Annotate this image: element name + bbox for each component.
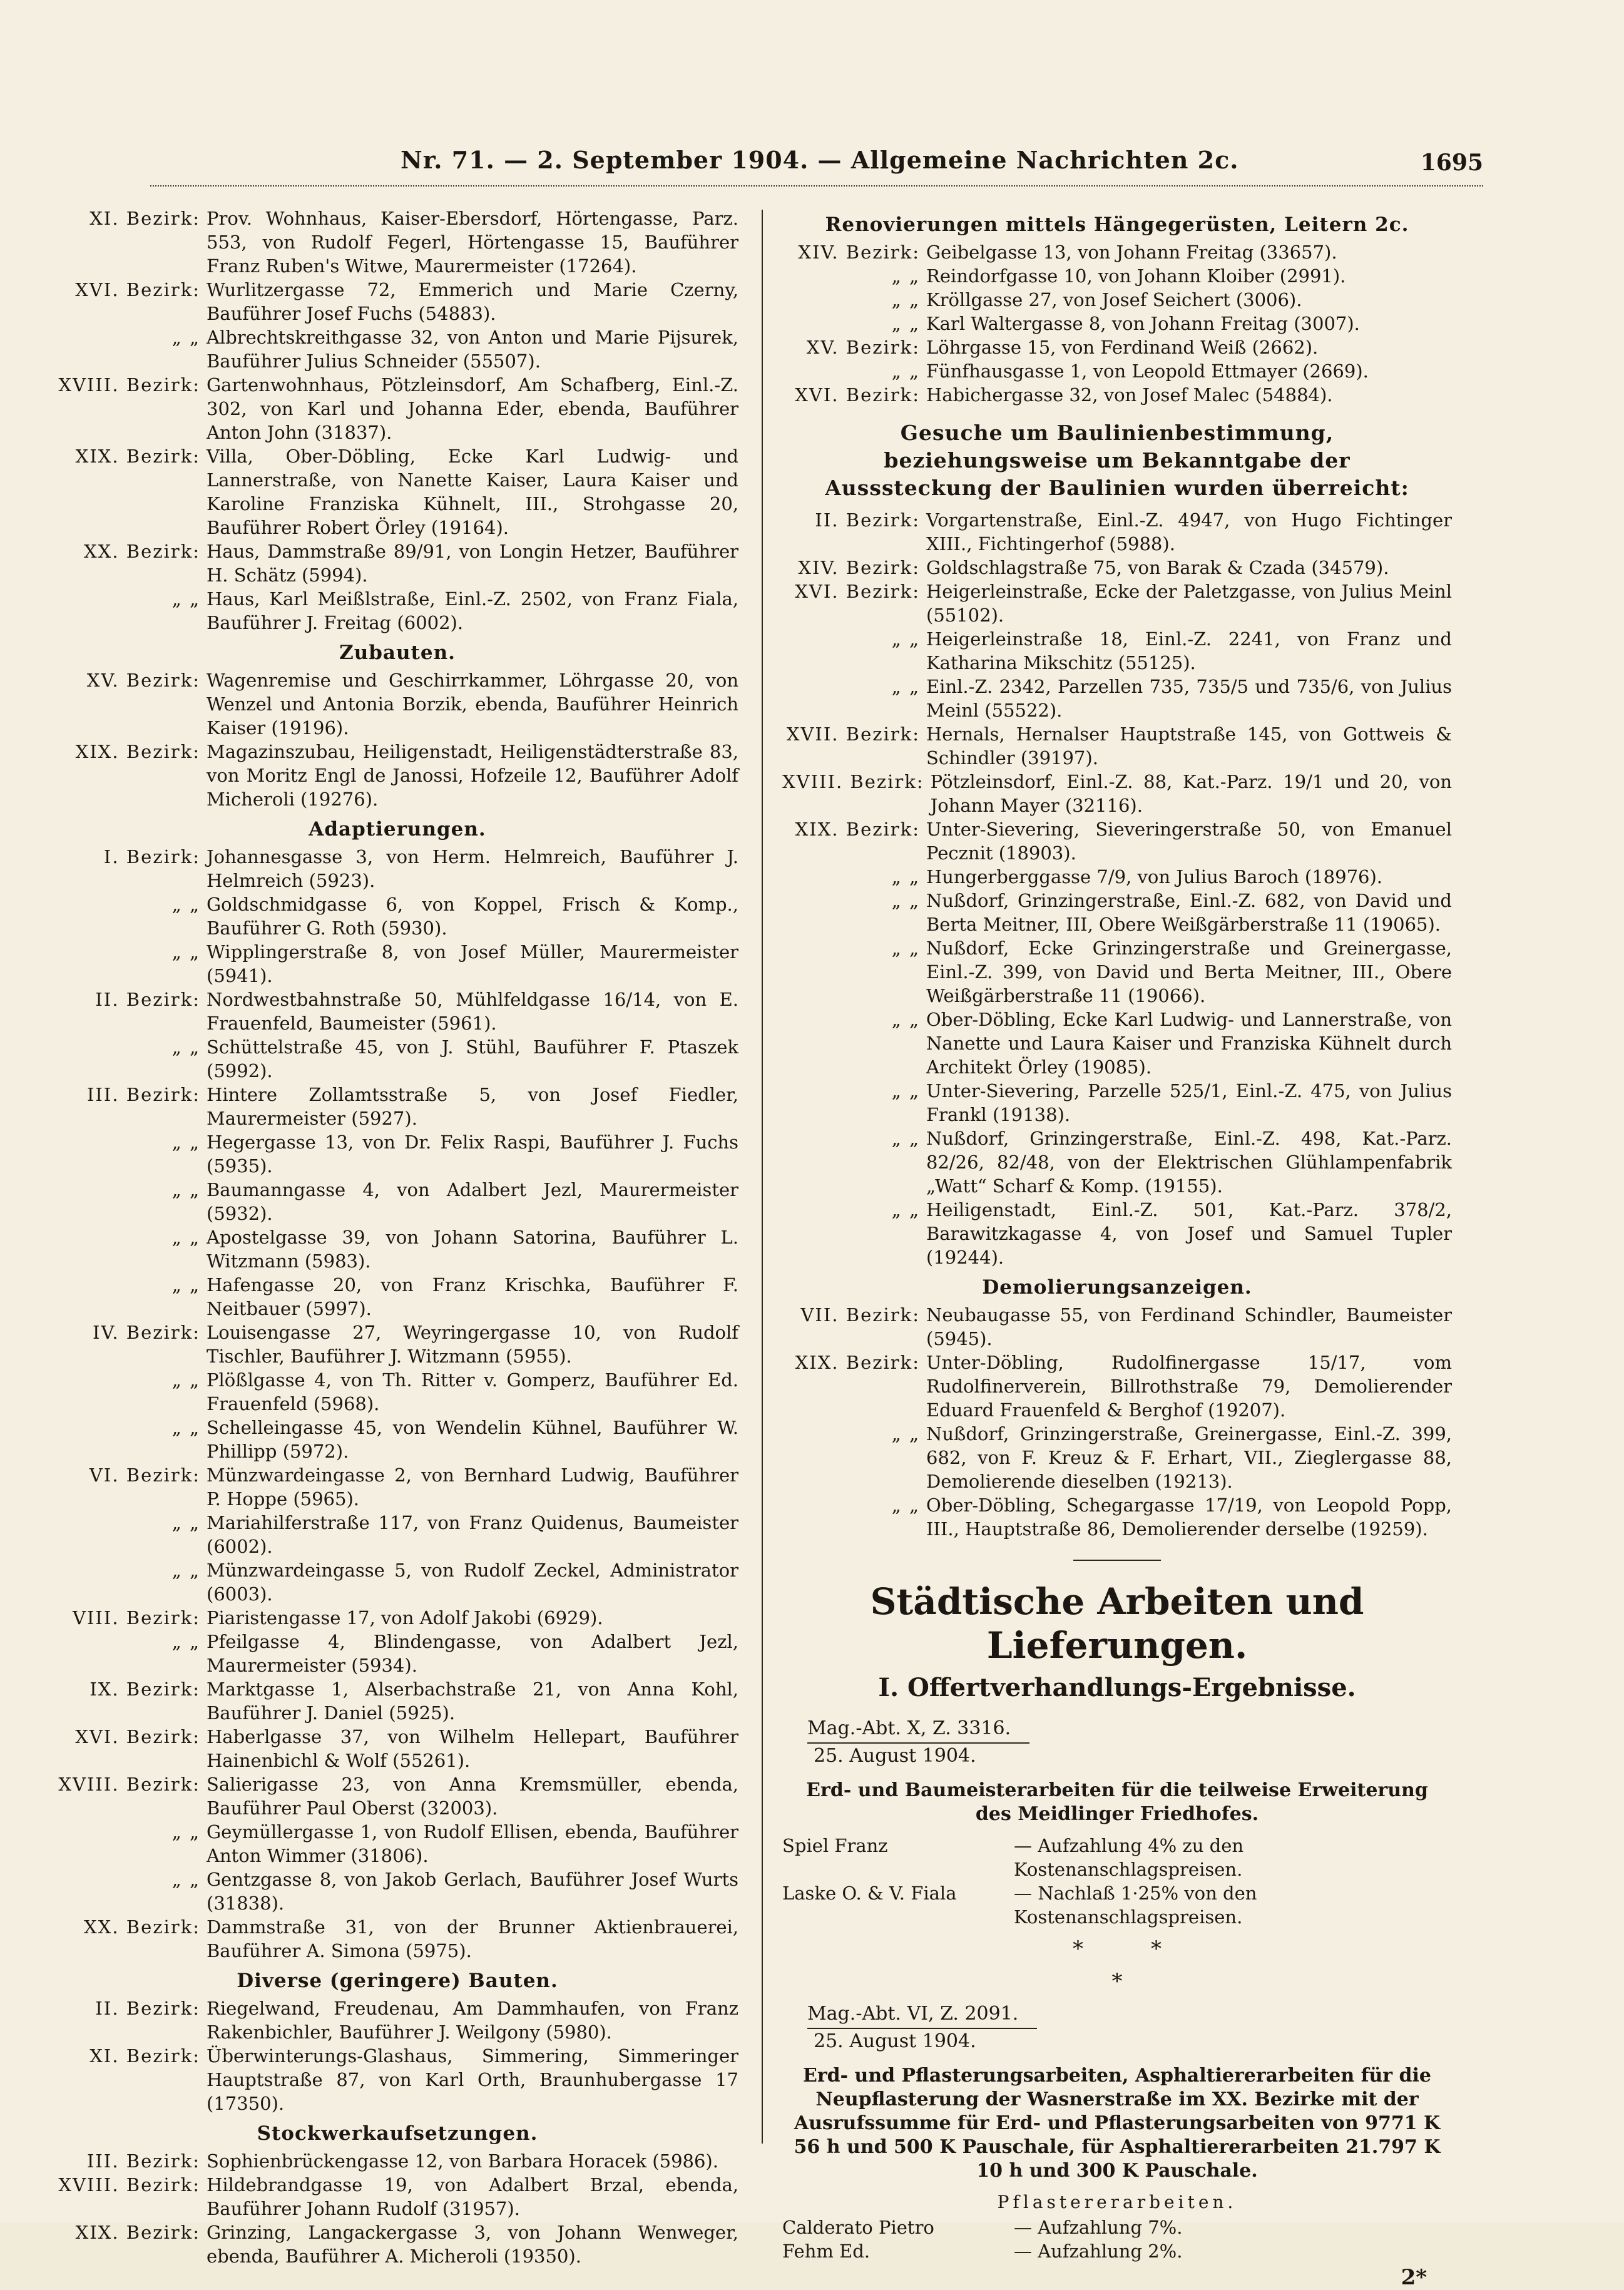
district-label: „ „	[171, 1869, 200, 1890]
left-column	[56, 207, 738, 2268]
list-item	[782, 1493, 1452, 1541]
district-label: „ „	[891, 866, 920, 887]
list-item	[56, 1511, 738, 1558]
district-label: „ „	[891, 1495, 920, 1516]
section-title-renovierungen: Renovierungen mittels Hängegerüsten, Leitern 2c.	[825, 213, 1409, 236]
district-label: IV. Bezirk:	[93, 1322, 200, 1343]
offert-heading: I. Offertverhandlungs-Ergebnisse.	[878, 1673, 1356, 1702]
list-item	[782, 1127, 1452, 1198]
tender-category: Pflastererarbeiten.	[997, 2192, 1237, 2212]
district-label: „ „	[891, 890, 920, 911]
bid-row	[782, 2239, 1452, 2263]
bid-value: — Aufzahlung 7%.	[1014, 2217, 1183, 2238]
list-item	[782, 1422, 1452, 1493]
list-item	[56, 892, 738, 940]
district-label: XVII. Bezirk:	[786, 723, 920, 745]
district-label: „ „	[891, 1009, 920, 1030]
district-label: „ „	[171, 1560, 200, 1581]
list-item	[56, 444, 738, 539]
list-item	[56, 1130, 738, 1178]
district-label: „ „	[171, 1274, 200, 1296]
entry-text: Überwinterungs-Glashaus, Simmering, Simmeringer Hauptstraße 87, von Karl Orth, Braunhubergasse 17 (17350).	[207, 2045, 738, 2114]
district-label: III. Bezirk:	[86, 1084, 200, 1105]
entry-text: Unter-Sievering, Sieveringerstraße 50, von Emanuel Pecznit (18903).	[926, 819, 1452, 864]
list-item	[56, 1178, 738, 1225]
list-item	[56, 1996, 738, 2044]
list-item	[56, 587, 738, 635]
list-item	[782, 1198, 1452, 1269]
bidder-name: Spiel Franz	[782, 1835, 888, 1856]
list-item	[56, 1083, 738, 1130]
entry-text: Marktgasse 1, Alserbachstraße 21, von Anna Kohl, Bauführer J. Daniel (5925).	[207, 1679, 738, 1724]
district-label: XVIII. Bezirk:	[58, 2174, 200, 2195]
entry-text: Karl Waltergasse 8, von Johann Freitag (3007).	[926, 313, 1360, 334]
district-label: II. Bezirk:	[95, 1998, 200, 2019]
entry-text: Habichergasse 32, von Josef Malec (54884).	[926, 384, 1333, 406]
entry-text: Heigerleinstraße, Ecke der Paletzgasse, von Julius Meinl (55102).	[926, 581, 1452, 626]
district-label: XVI. Bezirk:	[795, 384, 920, 406]
list-item	[782, 1303, 1452, 1351]
entry-text: Reindorfgasse 10, von Johann Kloiber (2991).	[926, 265, 1346, 287]
list-item	[782, 383, 1452, 407]
entry-text: Hernals, Hernalser Hauptstraße 145, von Gottweis & Schindler (39197).	[926, 723, 1452, 769]
staedtische-heading: Städtische Arbeiten und Lieferungen.	[870, 1580, 1364, 1667]
district-label: „ „	[171, 588, 200, 610]
list-item	[782, 627, 1452, 675]
list-item	[56, 1772, 738, 1820]
entry-text: Haus, Dammstraße 89/91, von Longin Hetzer, Bauführer H. Schätz (5994).	[207, 541, 738, 586]
district-label: XIX. Bezirk:	[795, 819, 920, 840]
entry-text: Piaristengasse 17, von Adolf Jakobi (6929).	[207, 1607, 603, 1628]
entry-text: Hildebrandgasse 19, von Adalbert Brzal, ebenda, Bauführer Johann Rudolf (31957).	[207, 2174, 738, 2219]
list-item	[56, 1915, 738, 1963]
list-item	[782, 312, 1452, 335]
list-item	[56, 1820, 738, 1868]
tender-block-1	[782, 1716, 1452, 1929]
entries-demolierung	[782, 1303, 1452, 1541]
tender-date: 25. August 1904.	[814, 1745, 976, 1767]
list-item	[782, 817, 1452, 865]
list-item	[56, 1416, 738, 1463]
district-label: I. Bezirk:	[103, 846, 200, 867]
list-item	[782, 770, 1452, 817]
entries-renovierungen	[782, 240, 1452, 407]
list-item	[782, 936, 1452, 1008]
entry-text: Apostelgasse 39, von Johann Satorina, Bauführer L. Witzmann (5983).	[207, 1227, 738, 1272]
district-label: „ „	[171, 941, 200, 963]
district-label: II. Bezirk:	[95, 989, 200, 1010]
entries-zubauten	[56, 668, 738, 811]
entry-text: Schüttelstraße 45, von J. Stühl, Bauführer F. Ptaszek (5992).	[207, 1036, 738, 1081]
entry-text: Dammstraße 31, von der Brunner Aktienbrauerei, Bauführer A. Simona (5975).	[207, 1916, 738, 1961]
entry-text: Pötzleinsdorf, Einl.-Z. 88, Kat.-Parz. 19/1 und 20, von Johann Mayer (32116).	[930, 771, 1452, 816]
district-label: XIX. Bezirk:	[75, 446, 200, 467]
entry-text: Geibelgasse 13, von Johann Freitag (33657).	[926, 242, 1337, 263]
entry-text: Goldschlagstraße 75, von Barak & Czada (34579).	[926, 557, 1389, 578]
bidder-name: Laske O. & V. Fiala	[782, 1883, 957, 1904]
list-item	[56, 1321, 738, 1368]
entry-text: Nußdorf, Ecke Grinzingerstraße und Greinergasse, Einl.-Z. 399, von David und Berta Meitner, III., Obere Weißgärberstraße 11 (19066).	[926, 938, 1452, 1006]
entry-text: Neubaugasse 55, von Ferdinand Schindler, Baumeister (5945).	[926, 1304, 1452, 1349]
entry-text: Nußdorf, Grinzingerstraße, Einl.-Z. 682, von David und Berta Meitner, III, Obere Weißgärberstraße 11 (19065).	[926, 890, 1452, 935]
district-label: XIX. Bezirk:	[75, 2222, 200, 2243]
list-item	[56, 2044, 738, 2115]
district-label: „ „	[891, 289, 920, 310]
district-label: „ „	[171, 1227, 200, 1248]
district-label: XIX. Bezirk:	[75, 741, 200, 762]
list-item	[56, 1368, 738, 1416]
district-label: „ „	[891, 1128, 920, 1149]
entry-text: Johannesgasse 3, von Herm. Helmreich, Bauführer J. Helmreich (5923).	[207, 846, 738, 891]
header-title: Nr. 71. — 2. September 1904. — Allgemeine Nachrichten 2c.	[401, 146, 1239, 174]
section-title-gesuche: Gesuche um Baulinienbestimmung, beziehungsweise um Bekanntgabe der Ausssteckung der Baulinien wurden überreicht:	[825, 421, 1409, 500]
list-item	[56, 373, 738, 444]
entry-text: Hintere Zollamtsstraße 5, von Josef Fiedler, Maurermeister (5927).	[207, 1084, 738, 1129]
entry-text: Albrechtskreithgasse 32, von Anton und Marie Pijsurek, Bauführer Julius Schneider (55507).	[207, 327, 738, 372]
list-item	[56, 940, 738, 988]
entry-text: Goldschmidgasse 6, von Koppel, Frisch & Komp., Bauführer G. Roth (5930).	[207, 894, 738, 939]
district-label: „ „	[891, 265, 920, 287]
tender-ref: Mag.-Abt. VI, Z. 2091.	[807, 2001, 1037, 2029]
right-column	[782, 207, 1452, 2289]
list-item	[56, 1225, 738, 1273]
district-label: „ „	[891, 938, 920, 959]
list-item	[56, 1606, 738, 1630]
entry-text: Sophienbrückengasse 12, von Barbara Horacek (5986).	[207, 2150, 718, 2172]
entries-adaptierungen	[56, 845, 738, 1963]
tender-job: Erd- und Pflasterungsarbeiten, Asphaltiererarbeiten für die Neupflasterung der Wasnerstraße im XX. Bezirke mit der Ausrufssumme für Erd- und Pflasterungsarbeiten von 9771 K 56 h und 500 K Pauschale, für Asphaltiererarbeiten 21.797 K 10 h und 300 K Pauschale.	[794, 2065, 1441, 2182]
section-title-zubauten: Zubauten.	[339, 642, 456, 664]
section-rule	[1073, 1560, 1161, 1561]
entry-text: Prov. Wohnhaus, Kaiser-Ebersdorf, Hörtengasse, Parz. 553, von Rudolf Fegerl, Hörtengasse 15, Bauführer Franz Ruben's Witwe, Maurermeister (17264).	[207, 208, 738, 277]
list-item	[782, 264, 1452, 288]
list-item	[56, 740, 738, 811]
list-item	[56, 845, 738, 892]
entry-text: Heiligenstadt, Einl.-Z. 501, Kat.-Parz. 378/2, Barawitzkagasse 4, von Josef und Samuel Tupler (19244).	[926, 1199, 1452, 1268]
entry-text: Vorgartenstraße, Einl.-Z. 4947, von Hugo Fichtinger XIII., Fichtingerhof (5988).	[926, 509, 1452, 555]
entry-text: Kröllgasse 27, von Josef Seichert (3006).	[926, 289, 1302, 310]
entry-text: Nußdorf, Grinzingerstraße, Greinergasse, Einl.-Z. 399, 682, von F. Kreuz & F. Erhart, VII., Zieglergasse 88, Demolierende dieselben (19213).	[926, 1423, 1452, 1492]
tender-job: Erd- und Baumeisterarbeiten für die teilweise Erweiterung des Meidlinger Friedhofes.	[806, 1779, 1428, 1825]
header-rule	[150, 185, 1483, 187]
list-item	[56, 278, 738, 325]
list-item	[782, 1079, 1452, 1127]
district-label: XV. Bezirk:	[806, 337, 920, 358]
list-item	[56, 668, 738, 740]
district-label: XVI. Bezirk:	[75, 279, 200, 300]
entry-text: Fünfhausgasse 1, von Leopold Ettmayer (2669).	[926, 360, 1369, 382]
entry-text: Unter-Döbling, Rudolfinergasse 15/17, vom Rudolfinerverein, Billrothstraße 79, Demolierender Eduard Frauenfeld & Berghof (19207).	[926, 1352, 1452, 1421]
entry-text: Hegergasse 13, von Dr. Felix Raspi, Bauführer J. Fuchs (5935).	[207, 1132, 738, 1177]
district-label: „ „	[891, 1199, 920, 1220]
district-label: XVI. Bezirk:	[75, 1726, 200, 1747]
entry-text: Unter-Sievering, Parzelle 525/1, Einl.-Z. 475, von Julius Frankl (19138).	[926, 1080, 1452, 1125]
entry-text: Wagenremise und Geschirrkammer, Löhrgasse 20, von Wenzel und Antonia Borzik, ebenda, Bauführer Heinrich Kaiser (19196).	[207, 670, 738, 739]
entry-text: Magazinszubau, Heiligenstadt, Heiligenstädterstraße 83, von Moritz Engl de Janossi, Hofzeile 12, Bauführer Adolf Micheroli (19276).	[207, 741, 738, 810]
tender-bids	[782, 2216, 1452, 2263]
district-label: „ „	[891, 628, 920, 650]
entries-diverse	[56, 1996, 738, 2115]
list-item	[782, 722, 1452, 770]
list-item	[56, 1725, 738, 1772]
list-item	[56, 1558, 738, 1606]
list-item	[782, 889, 1452, 936]
district-label: VI. Bezirk:	[89, 1464, 200, 1486]
list-item	[782, 580, 1452, 627]
entry-text: Mariahilferstraße 117, von Franz Quidenus, Baumeister (6002).	[207, 1512, 738, 1557]
list-item	[782, 675, 1452, 722]
entry-text: Hafengasse 20, von Franz Krischka, Bauführer F. Neitbauer (5997).	[207, 1274, 738, 1319]
section-title-adaptierungen: Adaptierungen.	[309, 818, 486, 841]
district-label: „ „	[171, 1417, 200, 1438]
district-label: „ „	[891, 676, 920, 697]
district-label: XI. Bezirk:	[89, 2045, 200, 2067]
entries-stockwerk	[56, 2149, 738, 2268]
entry-text: Ober-Döbling, Schegargasse 17/19, von Leopold Popp, III., Hauptstraße 86, Demolierender derselbe (19259).	[926, 1495, 1452, 1540]
district-label: XI. Bezirk:	[89, 208, 200, 229]
section-title-diverse: Diverse (geringere) Bauten.	[237, 1970, 558, 1992]
district-label: XV. Bezirk:	[86, 670, 200, 691]
district-label: XIV. Bezirk:	[798, 557, 920, 578]
section-title-stockwerk: Stockwerkaufsetzungen.	[257, 2122, 538, 2145]
entry-text: Einl.-Z. 2342, Parzellen 735, 735/5 und 735/6, von Julius Meinl (55522).	[926, 676, 1452, 721]
district-label: „ „	[171, 327, 200, 348]
list-item	[782, 335, 1452, 359]
bid-value: — Nachlaß 1·25% von den Kostenanschlagspreisen.	[1014, 1883, 1257, 1928]
entry-text: Baumanngasse 4, von Adalbert Jezl, Maurermeister (5932).	[207, 1179, 738, 1224]
district-label: „ „	[171, 1132, 200, 1153]
list-item	[56, 207, 738, 278]
page-header	[150, 141, 1483, 185]
list-item	[56, 2149, 738, 2173]
tender-bids	[782, 1834, 1452, 1929]
entry-text: Haus, Karl Meißlstraße, Einl.-Z. 2502, von Franz Fiala, Bauführer J. Freitag (6002).	[207, 588, 738, 633]
bid-row	[782, 2216, 1452, 2239]
asterisks-bottom: *	[1111, 1969, 1123, 1994]
list-item	[56, 539, 738, 587]
bid-row	[782, 1834, 1452, 1881]
district-label: „ „	[891, 1080, 920, 1102]
district-label: „ „	[171, 1369, 200, 1391]
district-label: XVIII. Bezirk:	[58, 374, 200, 396]
list-item	[56, 325, 738, 373]
district-label: „ „	[891, 313, 920, 334]
entry-text: Münzwardeingasse 2, von Bernhard Ludwig, Bauführer P. Hoppe (5965).	[207, 1464, 738, 1510]
district-label: „ „	[891, 1423, 920, 1444]
entry-text: Salierigasse 23, von Anna Kremsmüller, ebenda, Bauführer Paul Oberst (32003).	[207, 1774, 738, 1819]
district-label: „ „	[171, 1036, 200, 1058]
entry-text: Grinzing, Langackergasse 3, von Johann Wenweger, ebenda, Bauführer A. Micheroli (19350).	[207, 2222, 738, 2267]
list-item	[56, 988, 738, 1035]
column-divider	[762, 210, 763, 2144]
bidder-name: Fehm Ed.	[782, 2241, 871, 2262]
district-label: VIII. Bezirk:	[73, 1607, 200, 1628]
signature-mark: 2*	[1401, 2265, 1427, 2290]
asterisks-top: * *	[1072, 1936, 1162, 1961]
entry-text: Haberlgasse 37, von Wilhelm Hellepart, Bauführer Hainenbichl & Wolf (55261).	[207, 1726, 738, 1771]
entry-text: Münzwardeingasse 5, von Rudolf Zeckel, Administrator (6003).	[207, 1560, 738, 1605]
district-label: „ „	[171, 894, 200, 915]
list-item	[56, 1868, 738, 1915]
entry-text: Pfeilgasse 4, Blindengasse, von Adalbert Jezl, Maurermeister (5934).	[207, 1631, 738, 1676]
district-label: III. Bezirk:	[86, 2150, 200, 2172]
entry-text: Louisengasse 27, Weyringergasse 10, von Rudolf Tischler, Bauführer J. Witzmann (5955).	[207, 1322, 738, 1367]
list-item	[782, 1008, 1452, 1079]
list-item	[56, 1035, 738, 1083]
entry-text: Riegelwand, Freudenau, Am Dammhaufen, von Franz Rakenbichler, Bauführer J. Weilgony (5980).	[207, 1998, 738, 2043]
list-item	[56, 2221, 738, 2268]
list-item	[782, 865, 1452, 889]
entry-text: Wipplingerstraße 8, von Josef Müller, Maurermeister (5941).	[207, 941, 738, 986]
bid-row	[782, 1881, 1452, 1929]
district-label: XVIII. Bezirk:	[58, 1774, 200, 1795]
list-item	[782, 508, 1452, 556]
list-item	[782, 359, 1452, 383]
tender-ref: Mag.-Abt. X, Z. 3316.	[807, 1716, 1029, 1744]
list-item	[56, 2173, 738, 2221]
entry-text: Villa, Ober-Döbling, Ecke Karl Ludwig- und Lannerstraße, von Nanette Kaiser, Laura Kaiser und Karoline Franziska Kühnelt, III., Strohgasse 20, Bauführer Robert Örley (19164).	[207, 446, 738, 538]
district-label: „ „	[171, 1512, 200, 1533]
entries-gesuche	[782, 508, 1452, 1269]
entry-text: Geymüllergasse 1, von Rudolf Ellisen, ebenda, Bauführer Anton Wimmer (31806).	[207, 1821, 738, 1866]
district-label: „ „	[171, 1631, 200, 1652]
page-number: 1695	[1420, 150, 1483, 176]
district-label: XIV. Bezirk:	[798, 242, 920, 263]
tender-date: 25. August 1904.	[814, 2030, 976, 2052]
entry-text: Nordwestbahnstraße 50, Mühlfeldgasse 16/14, von E. Frauenfeld, Baumeister (5961).	[207, 989, 738, 1034]
district-label: XVI. Bezirk:	[795, 581, 920, 602]
entry-text: Gentzgasse 8, von Jakob Gerlach, Bauführer Josef Wurts (31838).	[207, 1869, 738, 1914]
list-item	[56, 1630, 738, 1677]
entry-text: Plößlgasse 4, von Th. Ritter v. Gomperz, Bauführer Ed. Frauenfeld (5968).	[207, 1369, 738, 1414]
entry-text: Hungerberggasse 7/9, von Julius Baroch (18976).	[926, 866, 1383, 887]
district-label: XVIII. Bezirk:	[782, 771, 924, 792]
entries-group1	[56, 207, 738, 635]
section-title-demolierung: Demolierungsanzeigen.	[982, 1276, 1252, 1299]
entry-text: Wurlitzergasse 72, Emmerich und Marie Czerny, Bauführer Josef Fuchs (54883).	[207, 279, 738, 324]
list-item	[56, 1677, 738, 1725]
district-label: IX. Bezirk:	[89, 1679, 200, 1700]
entry-text: Schelleingasse 45, von Wendelin Kühnel, Bauführer W. Phillipp (5972).	[207, 1417, 738, 1462]
district-label: „ „	[171, 1821, 200, 1843]
list-item	[56, 1463, 738, 1511]
tender-block-2	[782, 2001, 1452, 2263]
list-item	[782, 556, 1452, 580]
district-label: XX. Bezirk:	[84, 1916, 200, 1938]
bidder-name: Calderato Pietro	[782, 2217, 934, 2238]
district-label: „ „	[891, 360, 920, 382]
district-label: II. Bezirk:	[815, 509, 920, 531]
entry-text: Ober-Döbling, Ecke Karl Ludwig- und Lannerstraße, von Nanette und Laura Kaiser und Franziska Kühnelt durch Architekt Örley (19085).	[926, 1009, 1452, 1078]
entry-text: Löhrgasse 15, von Ferdinand Weiß (2662).	[926, 337, 1319, 358]
district-label: XX. Bezirk:	[84, 541, 200, 562]
list-item	[782, 1351, 1452, 1422]
list-item	[782, 288, 1452, 312]
entry-text: Gartenwohnhaus, Pötzleinsdorf, Am Schafberg, Einl.-Z. 302, von Karl und Johanna Eder, ebenda, Bauführer Anton John (31837).	[207, 374, 738, 443]
district-label: XIX. Bezirk:	[795, 1352, 920, 1373]
list-item	[56, 1273, 738, 1321]
entry-text: Heigerleinstraße 18, Einl.-Z. 2241, von Franz und Katharina Mikschitz (55125).	[926, 628, 1452, 673]
entry-text: Nußdorf, Grinzingerstraße, Einl.-Z. 498, Kat.-Parz. 82/26, 82/48, von der Elektrischen Glühlampenfabrik „Watt“ Scharf & Komp. (19155).	[926, 1128, 1452, 1197]
bid-value: — Aufzahlung 4% zu den Kostenanschlagspreisen.	[1014, 1835, 1244, 1880]
district-label: „ „	[171, 1179, 200, 1200]
list-item	[782, 240, 1452, 264]
bid-value: — Aufzahlung 2%.	[1014, 2241, 1183, 2262]
district-label: VII. Bezirk:	[800, 1304, 920, 1326]
